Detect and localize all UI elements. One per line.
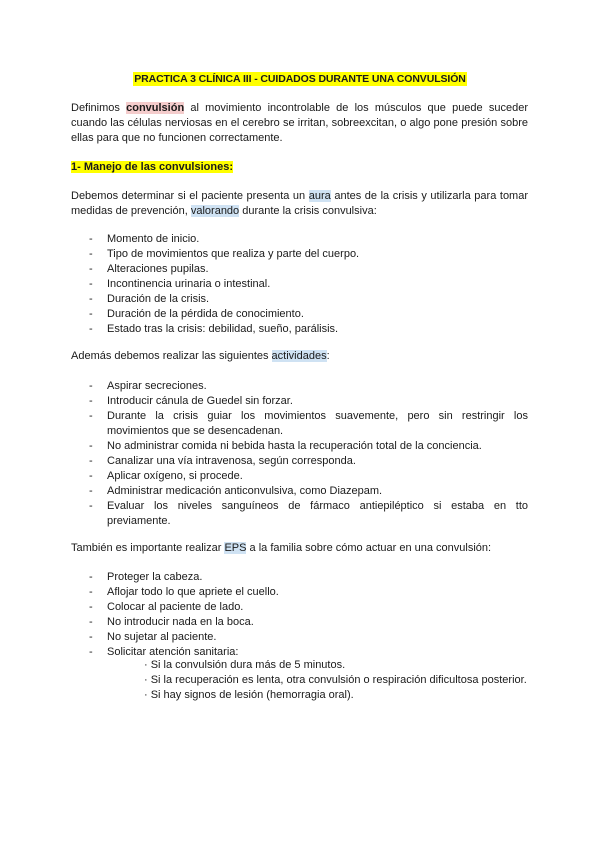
dash-bullet: - — [89, 500, 93, 512]
dash-bullet: - — [89, 470, 93, 482]
highlight-convulsion: convulsión — [126, 102, 185, 114]
dash-bullet: - — [89, 571, 93, 583]
paragraph-aura — [71, 189, 528, 219]
list-item-text: Proteger la cabeza. — [107, 571, 203, 583]
list-item-text: Aspirar secreciones. — [107, 380, 207, 392]
activities-list — [71, 379, 528, 529]
para2-text-2: antes de la crisis y utilizarla para tomar medidas de prevención, — [71, 190, 529, 217]
para2-text-3: durante la crisis convulsiva: — [239, 205, 377, 217]
dash-bullet: - — [89, 308, 93, 320]
dash-bullet: - — [89, 616, 93, 628]
dash-bullet: - — [89, 631, 93, 643]
para4-text-2: a la familia sobre cómo actuar en una convulsión: — [246, 542, 492, 554]
list-item — [71, 630, 528, 645]
list-item-text: Alteraciones pupilas. — [107, 263, 209, 275]
list-item-text: Introducir cánula de Guedel sin forzar. — [107, 395, 293, 407]
para4-text-1: También es importante realizar — [71, 542, 225, 554]
list-item — [71, 394, 528, 409]
list-item-text: Duración de la crisis. — [107, 293, 210, 305]
intro-text-end: al movimiento incontrolable de los músculos que puede suceder cuando las células nerviosas en el cerebro se irritan, sobreexcitan, o algo pone presión sobre ellas para que no funcionen correctamente. — [71, 102, 528, 144]
list-item-text: Duración de la pérdida de conocimiento. — [107, 308, 304, 320]
list-item-text: No sujetar al paciente. — [107, 631, 217, 643]
paragraph-eps — [71, 541, 528, 556]
paragraph-actividades — [71, 349, 528, 364]
dash-bullet: - — [89, 380, 93, 392]
intro-text-start: Definimos — [71, 102, 127, 114]
section-heading — [71, 160, 528, 175]
list-item-text: Momento de inicio. — [107, 233, 200, 245]
dash-bullet: - — [89, 293, 93, 305]
list-item-text: Canalizar una vía intravenosa, según corresponda. — [107, 455, 356, 467]
dash-bullet: - — [89, 586, 93, 598]
sublist-item: · Si la convulsión dura más de 5 minutos. — [144, 659, 346, 671]
list-item — [71, 379, 528, 394]
dash-bullet: - — [89, 410, 93, 422]
dash-bullet: - — [89, 233, 93, 245]
para3-text-1: Además debemos realizar las siguientes — [71, 350, 272, 362]
list-item — [71, 570, 528, 585]
dash-bullet: - — [89, 278, 93, 290]
intro-paragraph — [71, 101, 528, 146]
list-item-text: No administrar comida ni bebida hasta la recuperación total de la conciencia. — [107, 440, 482, 452]
para3-text-2: : — [326, 350, 330, 362]
list-item — [71, 292, 528, 307]
family-actions-list — [71, 570, 528, 660]
dash-bullet: - — [89, 248, 93, 260]
list-item — [71, 469, 528, 484]
list-item — [71, 439, 528, 454]
para2-text-1: Debemos determinar si el paciente presenta un — [71, 190, 309, 202]
list-item-text: Aflojar todo lo que apriete el cuello. — [107, 586, 279, 598]
list-item-text: Tipo de movimientos que realiza y parte del cuerpo. — [107, 248, 360, 260]
highlight-aura: aura — [308, 190, 331, 202]
list-item-text: No introducir nada en la boca. — [107, 616, 254, 628]
title-text: PRACTICA 3 CLÍNICA III - CUIDADOS DURANTE UNA CONVULSIÓN — [134, 73, 466, 85]
list-item-text: Aplicar oxígeno, si procede. — [107, 470, 243, 482]
list-item-text: Colocar al paciente de lado. — [107, 601, 244, 613]
dash-bullet: - — [89, 601, 93, 613]
list-item — [71, 484, 528, 499]
list-item — [71, 307, 528, 322]
highlight-eps: EPS — [224, 542, 247, 554]
list-item — [71, 247, 528, 262]
list-item-text: Evaluar los niveles sanguíneos de fármaco antiepiléptico si estaba en tto previamente. — [107, 500, 528, 527]
dash-bullet: - — [89, 646, 93, 658]
dash-bullet: - — [89, 455, 93, 467]
list-item-text: Solicitar atención sanitaria: — [107, 646, 239, 658]
dash-bullet: - — [89, 485, 93, 497]
dash-bullet: - — [89, 395, 93, 407]
section-heading-text: 1- Manejo de las convulsiones: — [71, 161, 233, 173]
dash-bullet: - — [89, 263, 93, 275]
highlight-actividades: actividades — [271, 350, 327, 362]
list-item — [71, 600, 528, 615]
page-title — [0, 72, 600, 87]
dash-bullet: - — [89, 323, 93, 335]
assessment-list — [71, 232, 528, 337]
dash-bullet: - — [89, 440, 93, 452]
list-item — [71, 277, 528, 292]
list-item — [71, 585, 528, 600]
list-item — [71, 499, 528, 529]
list-item — [71, 615, 528, 630]
list-item — [71, 322, 528, 337]
list-item — [71, 232, 528, 247]
sublist-item: · Si la recuperación es lenta, otra convulsión o respiración dificultosa posterior. — [144, 674, 527, 686]
list-item — [71, 409, 528, 439]
list-item-text: Administrar medicación anticonvulsiva, como Diazepam. — [107, 485, 383, 497]
list-item — [71, 454, 528, 469]
highlight-valorando: valorando — [190, 205, 240, 217]
list-item-text: Durante la crisis guiar los movimientos suavemente, pero sin restringir los movimientos que se desencadenan. — [107, 410, 528, 437]
care-conditions-sublist — [144, 658, 527, 703]
list-item — [71, 262, 528, 277]
list-item-text: Estado tras la crisis: debilidad, sueño, parálisis. — [107, 323, 339, 335]
sublist-item: · Si hay signos de lesión (hemorragia oral). — [144, 689, 354, 701]
list-item-text: Incontinencia urinaria o intestinal. — [107, 278, 271, 290]
